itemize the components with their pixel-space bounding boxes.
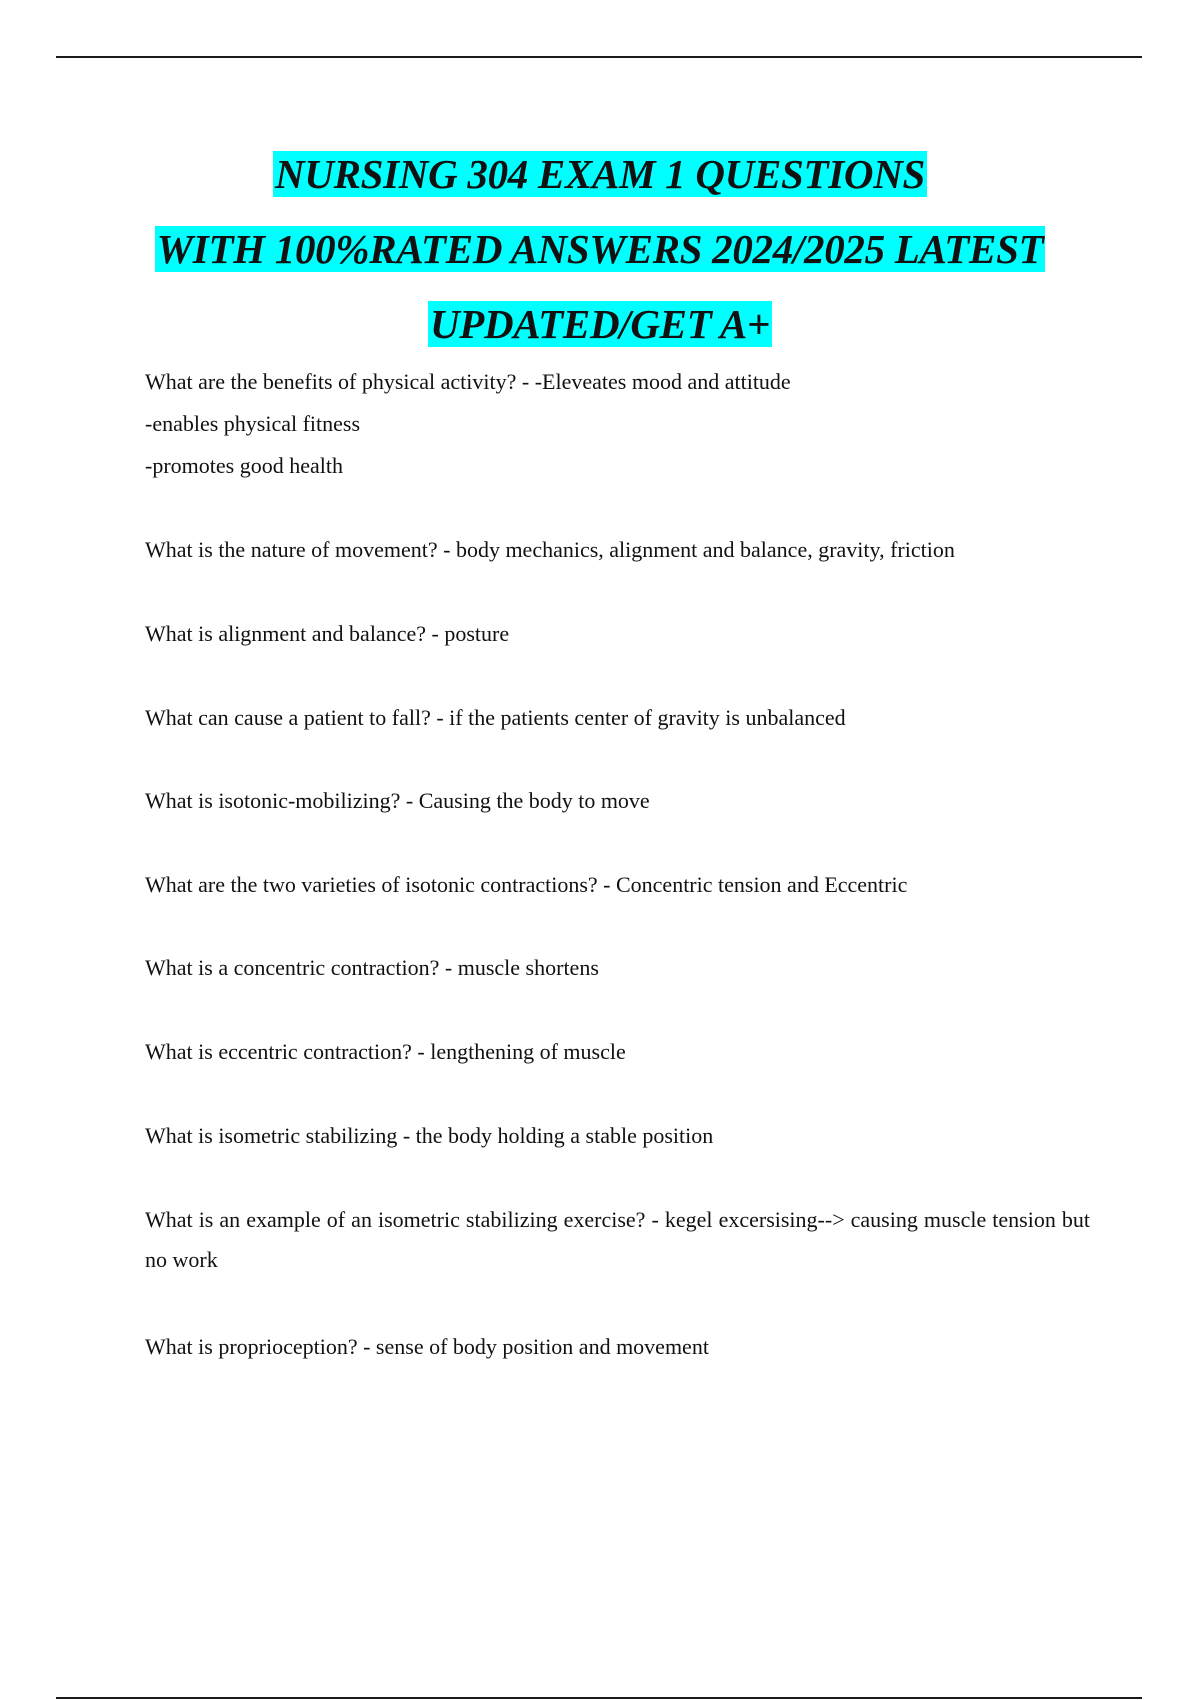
bottom-rule bbox=[56, 1697, 1142, 1699]
title-line-2 bbox=[0, 212, 1200, 287]
qa-item-nature-of-movement: What is the nature of movement? - body mechanics, alignment and balance, gravity, friction bbox=[145, 537, 955, 562]
document-title bbox=[0, 137, 1200, 362]
qa-line: What are the benefits of physical activity? - -Eleveates mood and attitude bbox=[145, 369, 791, 394]
qa-item-eccentric: What is eccentric contraction? - lengthening of muscle bbox=[145, 1039, 626, 1064]
qa-item-proprioception: What is proprioception? - sense of body position and movement bbox=[145, 1334, 709, 1359]
qa-item-isometric-stabilizing: What is isometric stabilizing - the body holding a stable position bbox=[145, 1123, 714, 1148]
title-line-2-text: WITH 100%RATED ANSWERS 2024/2025 LATEST bbox=[156, 226, 1044, 272]
title-line-3 bbox=[0, 287, 1200, 362]
qa-item-physical-activity bbox=[145, 361, 1090, 487]
qa-item-isotonic-varieties: What are the two varieties of isotonic contractions? - Concentric tension and Eccentric bbox=[145, 872, 908, 897]
qa-item-patient-fall: What can cause a patient to fall? - if the patients center of gravity is unbalanced bbox=[145, 705, 846, 730]
qa-item-concentric: What is a concentric contraction? - muscle shortens bbox=[145, 955, 599, 980]
qa-line: -enables physical fitness bbox=[145, 411, 361, 436]
qa-item-isotonic-mobilizing: What is isotonic-mobilizing? - Causing the body to move bbox=[145, 788, 650, 813]
qa-item-isometric-example: What is an example of an isometric stabilizing exercise? - kegel excersising--> causing muscle tension but no work bbox=[145, 1207, 1090, 1272]
top-rule bbox=[56, 56, 1142, 58]
title-line-1 bbox=[0, 137, 1200, 212]
qa-line: -promotes good health bbox=[145, 453, 343, 478]
title-line-1-text: NURSING 304 EXAM 1 QUESTIONS bbox=[274, 151, 926, 197]
title-line-3-text: UPDATED/GET A+ bbox=[430, 301, 770, 347]
qa-item-alignment-balance: What is alignment and balance? - posture bbox=[145, 621, 510, 646]
